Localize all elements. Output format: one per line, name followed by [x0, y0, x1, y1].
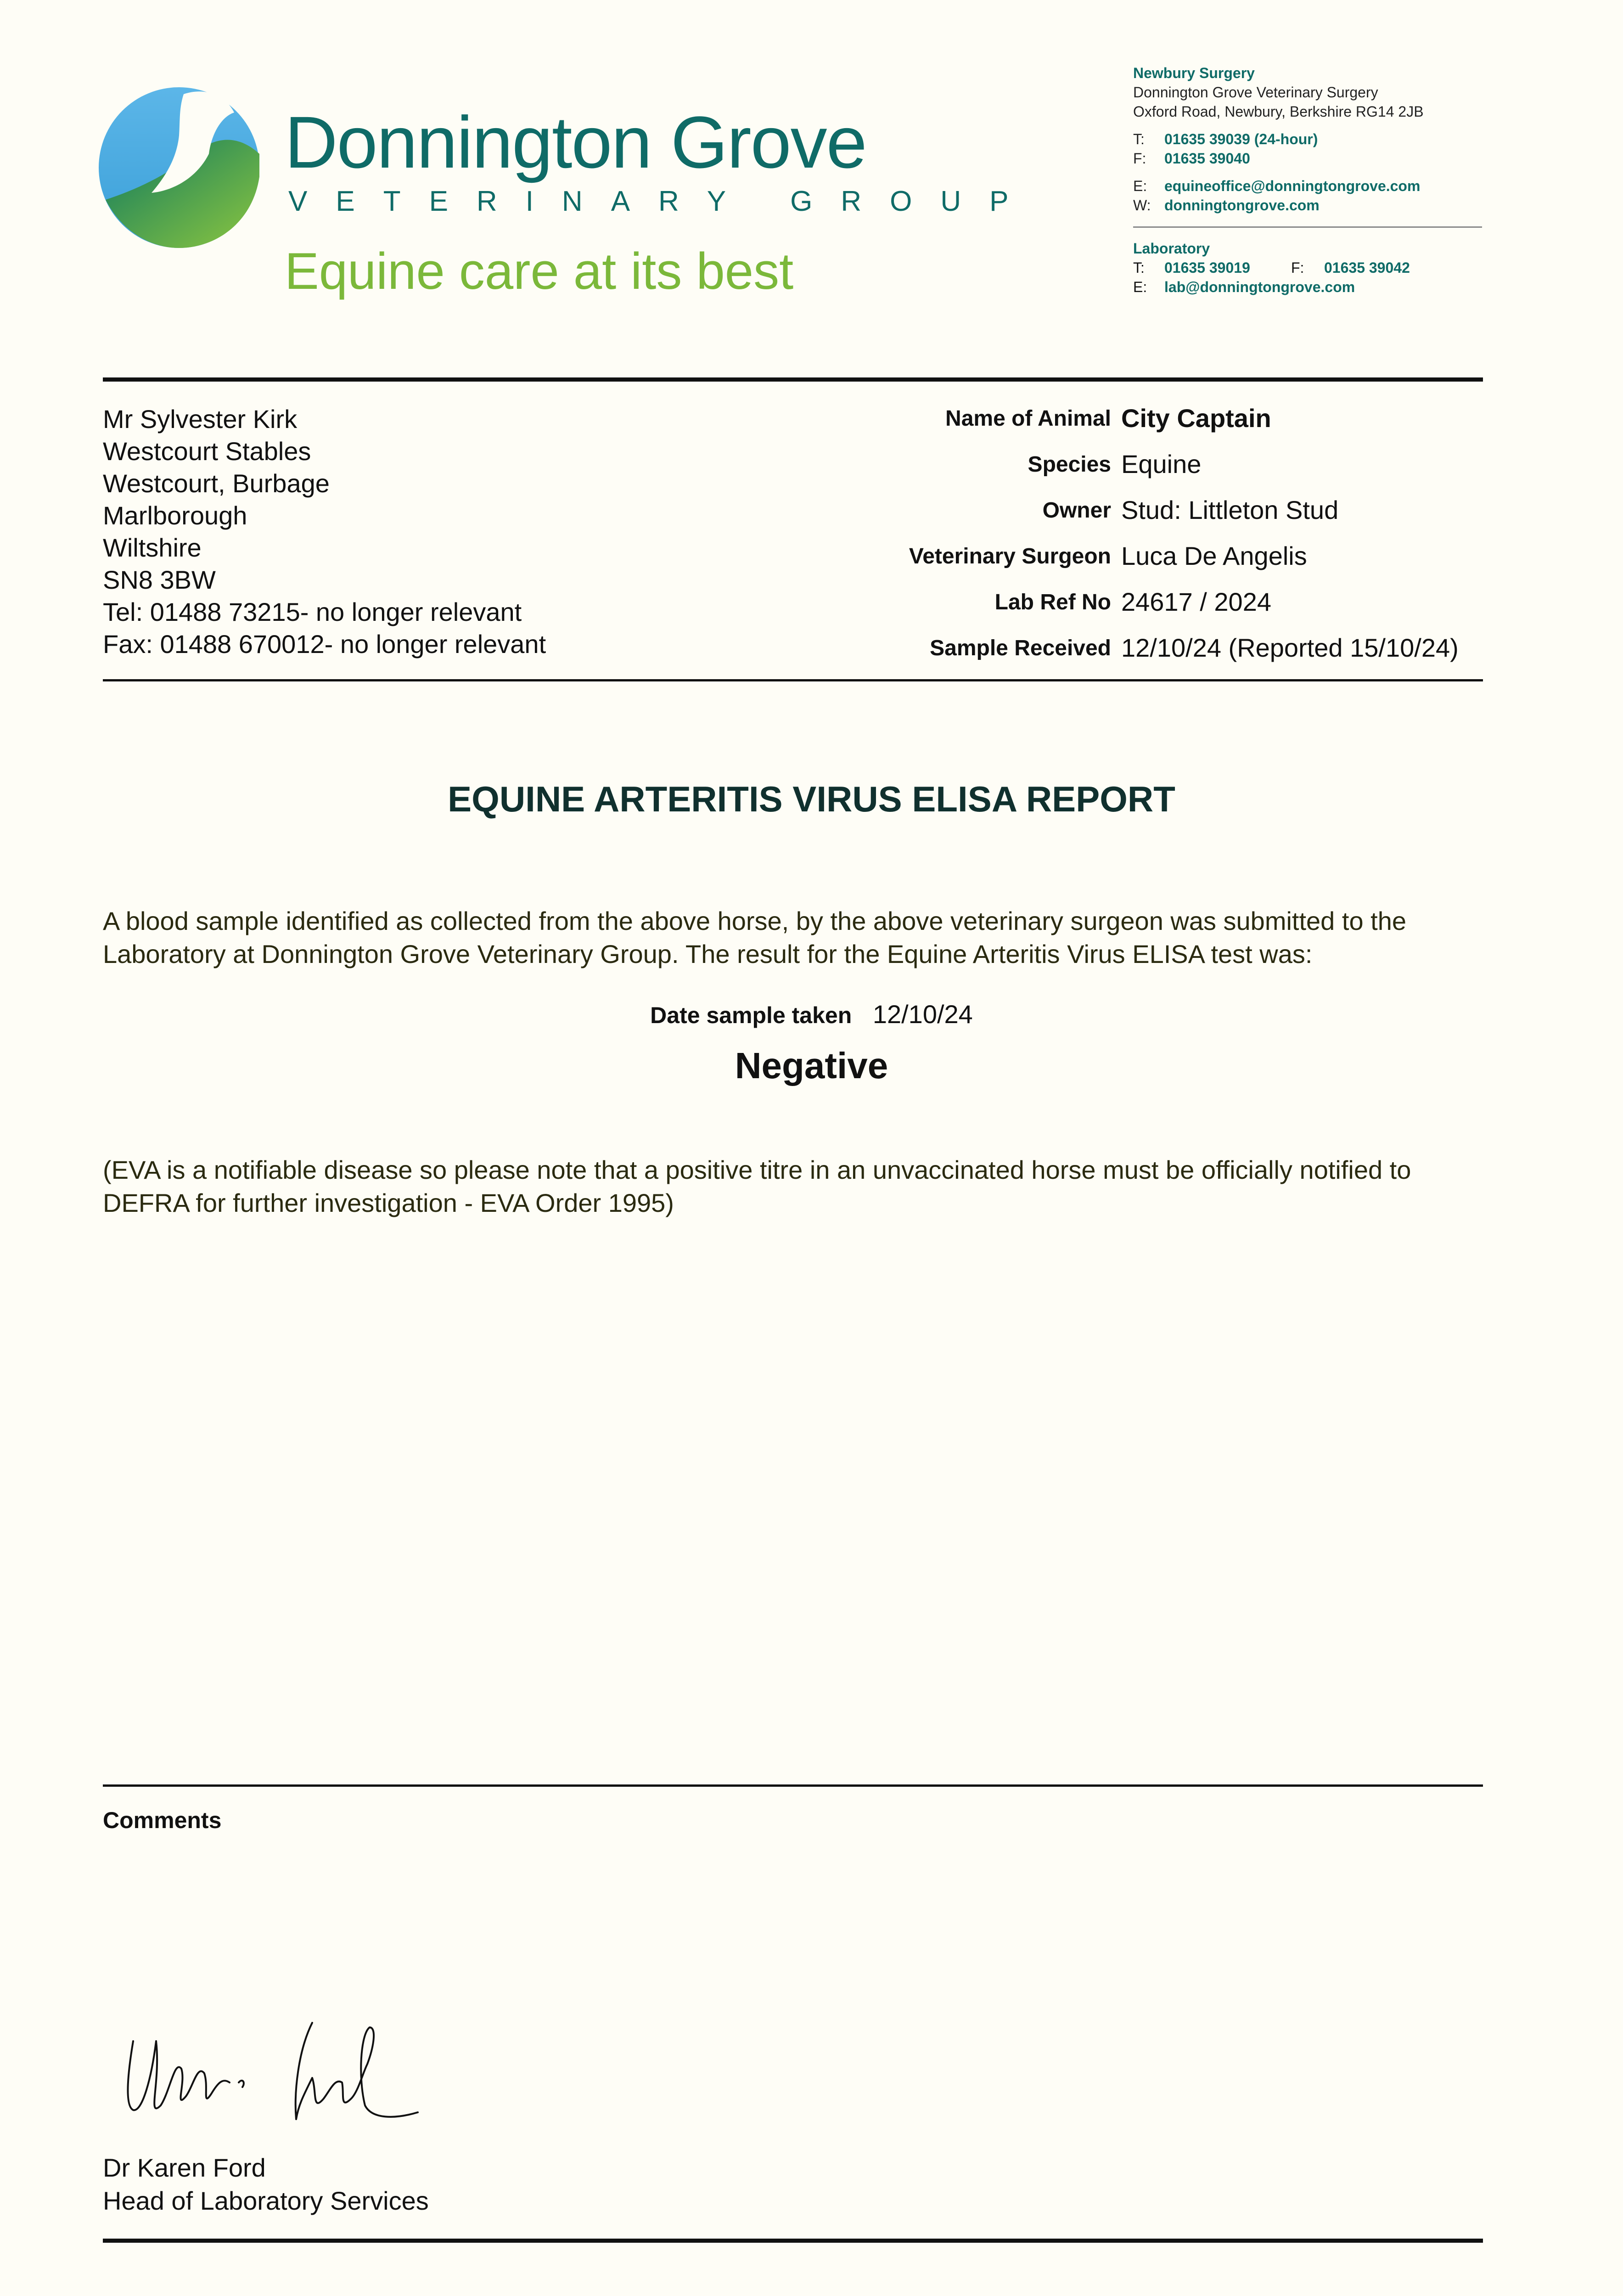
- info-label: Owner: [1042, 498, 1111, 523]
- tel-label: T:: [1133, 131, 1145, 147]
- laboratory-phone-row: [1133, 258, 1491, 277]
- address-line: Westcourt, Burbage: [103, 469, 330, 498]
- date-sample-value: 12/10/24: [872, 1000, 973, 1029]
- client-address: [103, 403, 546, 660]
- test-result: Negative: [735, 1045, 888, 1086]
- signature-image: [119, 2014, 477, 2133]
- laboratory-email-row: [1133, 277, 1491, 297]
- info-row-lab-ref: [753, 587, 1488, 633]
- bottom-rule: [103, 2239, 1483, 2243]
- info-label: Veterinary Surgeon: [909, 544, 1111, 568]
- logo-icon: [96, 85, 262, 250]
- details-rule: [103, 679, 1483, 681]
- laboratory-fax: 01635 39042: [1324, 259, 1410, 276]
- vet-value: Luca De Angelis: [1121, 541, 1307, 570]
- email-label: E:: [1133, 178, 1147, 194]
- comments-rule: [103, 1784, 1483, 1787]
- surgery-fax-row: [1133, 149, 1491, 168]
- fax-label: F:: [1291, 259, 1304, 276]
- info-row-vet: [753, 541, 1488, 587]
- address-line: Tel: 01488 73215- no longer relevant: [103, 597, 522, 626]
- address-line: SN8 3BW: [103, 565, 216, 594]
- info-row-species: [753, 449, 1488, 495]
- laboratory-tel: 01635 39019: [1164, 259, 1250, 276]
- animal-name-value: City Captain: [1121, 404, 1271, 433]
- surgery-line2: Oxford Road, Newbury, Berkshire RG14 2JB: [1133, 103, 1424, 120]
- address-line: Westcourt Stables: [103, 437, 311, 466]
- laboratory-contact: [1133, 239, 1491, 297]
- info-label: Lab Ref No: [994, 590, 1111, 614]
- owner-value: Stud: Littleton Stud: [1121, 495, 1339, 524]
- fax-label: F:: [1133, 150, 1146, 167]
- header-divider: [1133, 226, 1482, 228]
- info-label: Species: [1028, 452, 1111, 477]
- info-label: Name of Animal: [945, 406, 1111, 431]
- email-label: E:: [1133, 279, 1147, 295]
- species-value: Equine: [1121, 450, 1202, 478]
- lab-ref-value: 24617 / 2024: [1121, 587, 1271, 616]
- signer-role: Head of Laboratory Services: [103, 2186, 429, 2215]
- signer-name: Dr Karen Ford: [103, 2153, 266, 2182]
- laboratory-email-link[interactable]: lab@donningtongrove.com: [1164, 279, 1355, 295]
- report-title: EQUINE ARTERITIS VIRUS ELISA REPORT: [448, 779, 1175, 819]
- laboratory-title: Laboratory: [1133, 240, 1210, 257]
- web-label: W:: [1133, 197, 1151, 214]
- surgery-email-row: [1133, 176, 1491, 196]
- tel-label: T:: [1133, 259, 1145, 276]
- brand-tagline: Equine care at its best: [285, 242, 794, 300]
- surgery-email-link[interactable]: equineoffice@donningtongrove.com: [1164, 178, 1421, 194]
- surgery-title: Newbury Surgery: [1133, 65, 1255, 81]
- sample-received-value: 12/10/24 (Reported 15/10/24): [1121, 633, 1459, 662]
- surgery-web-link[interactable]: donningtongrove.com: [1164, 197, 1320, 214]
- surgery-line1: Donnington Grove Veterinary Surgery: [1133, 84, 1378, 101]
- info-row-sample-received: [753, 633, 1488, 679]
- surgery-contact: [1133, 63, 1491, 215]
- info-label: Sample Received: [930, 636, 1111, 660]
- info-row-owner: [753, 495, 1488, 541]
- brand-subtitle: VETERINARY GROUP: [288, 186, 1037, 217]
- comments-label: Comments: [103, 1807, 222, 1833]
- address-line: Wiltshire: [103, 533, 202, 562]
- surgery-web-row: [1133, 196, 1491, 215]
- address-line: Mr Sylvester Kirk: [103, 405, 298, 433]
- surgery-fax: 01635 39040: [1164, 150, 1250, 167]
- top-rule: [103, 377, 1483, 382]
- address-line: Marlborough: [103, 501, 247, 530]
- date-sample-label: Date sample taken: [650, 1002, 852, 1028]
- address-line: Fax: 01488 670012- no longer relevant: [103, 630, 546, 658]
- brand-name: Donnington Grove: [285, 101, 866, 183]
- surgery-tel: 01635 39039 (24-hour): [1164, 131, 1318, 147]
- report-intro: A blood sample identified as collected from the above horse, by the above veterinary surgeon was submitted to the Laboratory at Donnington Grove Veterinary Group. The result for the Equine Arteritis Virus ELISA test was:: [103, 906, 1406, 968]
- surgery-tel-row: [1133, 129, 1491, 149]
- eva-note: (EVA is a notifiable disease so please note that a positive titre in an unvaccinated horse must be officially notified to DEFRA for further investigation - EVA Order 1995): [103, 1155, 1411, 1217]
- animal-details: [753, 403, 1488, 679]
- date-sample-row: [0, 999, 1623, 1029]
- info-row-animal-name: [753, 403, 1488, 449]
- signer-block: [103, 2151, 429, 2217]
